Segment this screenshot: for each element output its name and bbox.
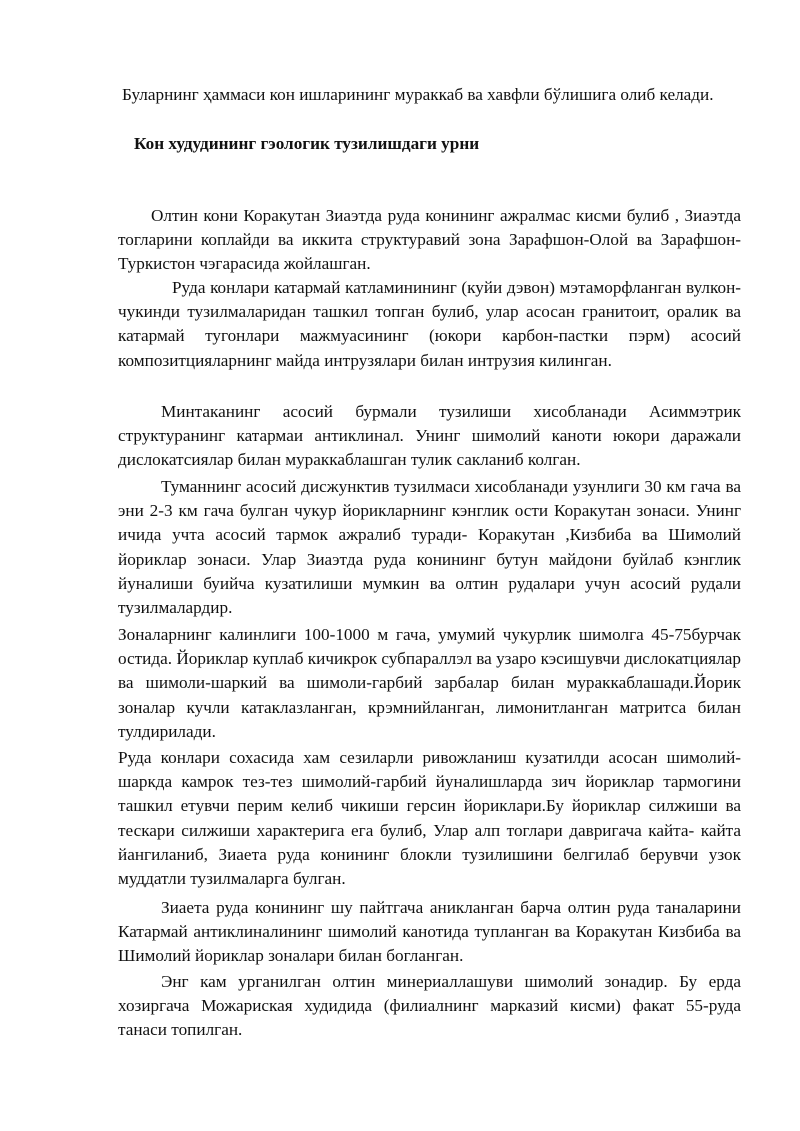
paragraph-8: Энг кам урганилган олтин минериаллашуви шимолий зонадир. Бу ерда хозиргача Можариская худидида (филиалнинг марказий кисми) факат 55-руда танаси топилган. xyxy=(118,972,741,1040)
intro-paragraph: Буларнинг ҳаммаси кон ишларининг мураккаб ва хавфли бўлишига олиб келади. xyxy=(122,85,714,104)
section-heading: Кон худудининг гэологик тузилишдаги урни xyxy=(134,134,480,153)
paragraph-5: Зоналарнинг калинлиги 100-1000 м гача, умумий чукурлик шимолга 45-75бурчак остида. Йориклар куплаб кичикрок субпараллэл ва узаро кэсишувчи дислокатциялар ва шимоли-шаркий ва шимоли-гарбий зарбалар билан мураккаблашади.Йорик зоналар кучли катаклазланган, крэмнийланган, лимонитланган матритса билан тулдирилади. xyxy=(118,625,741,741)
paragraph-1: Олтин кони Коракутан Зиаэтда руда конининг ажралмас кисми булиб , Зиаэтда тогларини коплайди ва иккита структуравий зона Зарафшон-Олой ва Зарафшон-Туркистон чэгарасида жойлашган. xyxy=(118,206,741,274)
paragraph-2: Руда конлари катармай катламинининг (куйи дэвон) мэтаморфланган вулкон-чукинди тузилмаларидан ташкил топган булиб, улар асосан гранитоит, оралик ва катармай тугонлари мажмуасининг (юкори карбон-пастки пэрм) асосий композитцияларнинг майда интрузялари билан интрузия килинган. xyxy=(118,278,741,370)
paragraph-6: Руда конлари сохасида хам сезиларли ривожланиш кузатилди асосан шимолий-шаркда камрок тез-тез шимолий-гарбий йуналишларда зич йориклар тармогини ташкил етувчи перим келиб чикиши герсин йориклари.Бу йориклар силжиши ва тескари силжиши характерига ега булиб, Улар алп тоглари давригача кайта- кайта йангиланиб, Зиаета руда конининг блокли тузилишини белгилаб берувчи узок муддатли тузилмаларга булган. xyxy=(118,748,741,889)
paragraph-3: Минтаканинг асосий бурмали тузилиши хисобланади Асиммэтрик структуранинг катармаи антиклинал. Унинг шимолий каноти юкори даражали дислокатсиялар билан мураккаблашган тулик сакланиб колган. xyxy=(118,402,741,470)
paragraph-4: Туманнинг асосий дисжунктив тузилмаси хисобланади узунлиги 30 км гача ва эни 2-3 км гача булган чукур йорикларнинг кэнглик ости Коракутан зонаси. Унинг ичида учта асосий тармок ажралиб туради- Коракутан ,Кизбиба ва Шимолий йориклар зонаси. Улар Зиаэтда руда конининг бутун майдони буйлаб кэнглик йуналиши буийча кузатилиши мумкин ва олтин рудалари учун асосий рудали тузилмалардир. xyxy=(118,477,741,618)
paragraph-7: Зиаета руда конининг шу пайтгача аникланган барча олтин руда таналарини Катармай антиклиналининг шимолий канотида тупланган ва Коракутан Кизбиба ва Шимолий йориклар зоналари билан богланган. xyxy=(118,898,741,966)
